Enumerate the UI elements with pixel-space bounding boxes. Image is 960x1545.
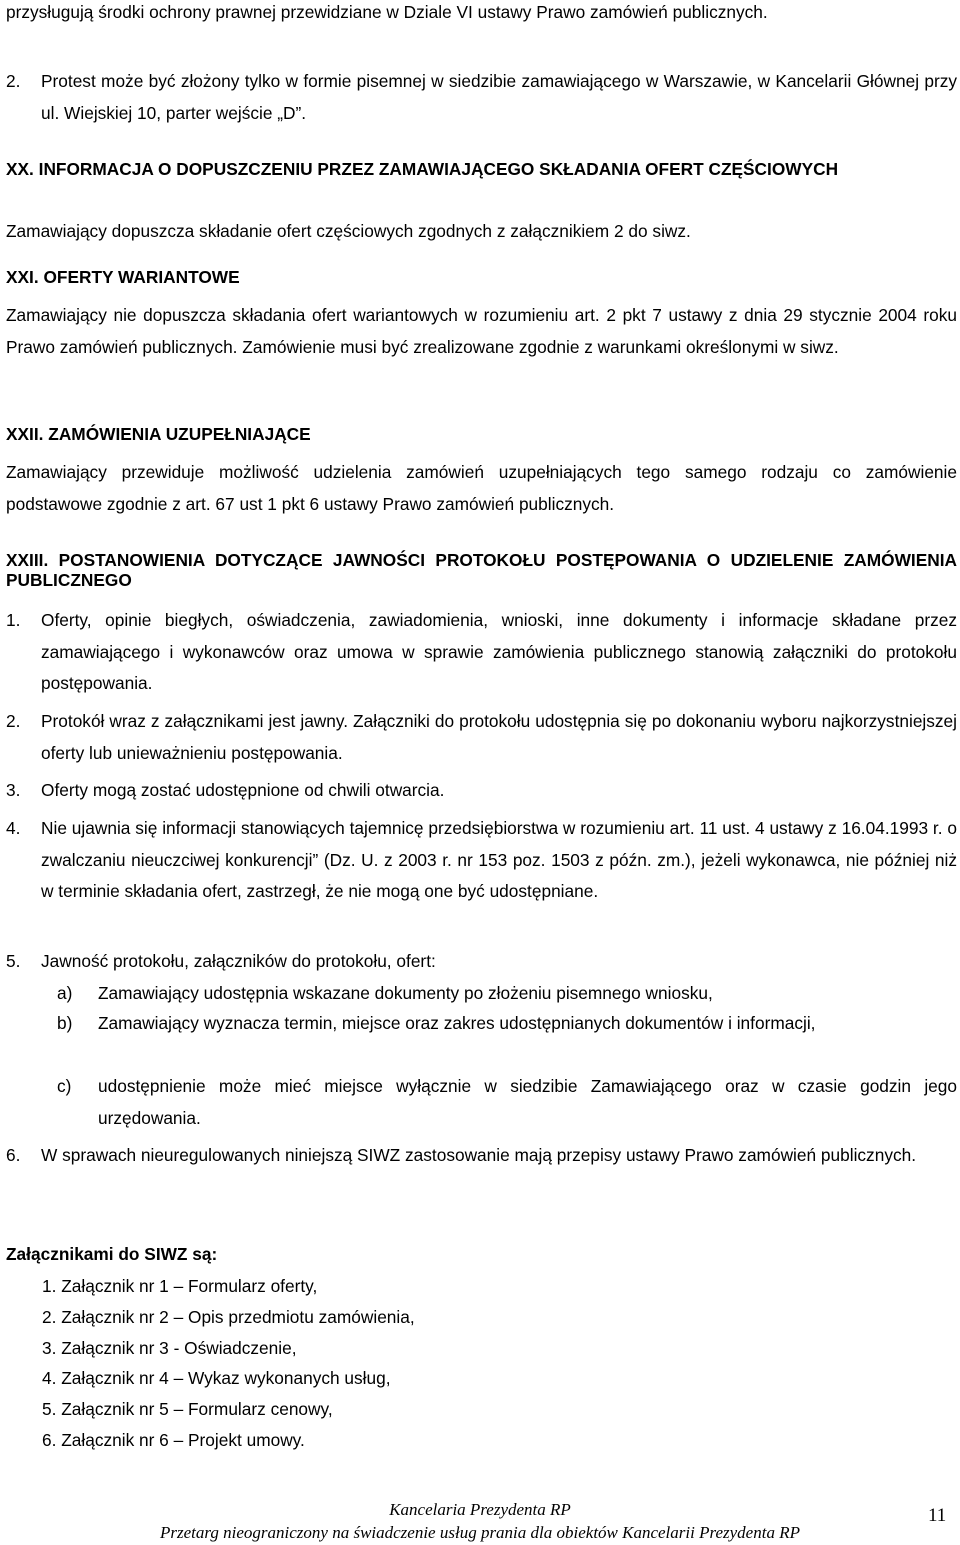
footer-organization: Kancelaria Prezydenta RP [389,1500,571,1519]
subitem-letter: b) [57,1013,73,1033]
attachment-item: 5. Załącznik nr 5 – Formularz cenowy, [42,1399,333,1419]
section-xxi-text: Zamawiający nie dopuszcza składania ofert wariantowych w rozumieniu art. 2 pkt 7 ustawy z dnia 29 stycznie 2004 roku Prawo zamówień publicznych. Zamówienie musi być zrealizowane zgodnie z warunkami określonymi w siwz. [6,305,957,357]
section-xxii-heading: XXII. ZAMÓWIENIA UZUPEŁNIAJĄCE [6,424,311,444]
intro-paragraph: przysługują środki ochrony prawnej przewidziane w Dziale VI ustawy Prawo zamówień publicznych. [6,2,768,22]
section-xxiii-item [6,775,957,807]
section-xxiii-subitem [57,1008,957,1040]
section-xxiii-subitem [57,1071,957,1134]
attachment-item: 2. Załącznik nr 2 – Opis przedmiotu zamówienia, [42,1307,415,1327]
subitem-text: udostępnienie może mieć miejsce wyłącznie w siedzibie Zamawiającego oraz w czasie godzin jego urzędowania. [98,1076,957,1128]
item-number: 5. [6,951,21,971]
item-number: 6. [6,1145,21,1165]
intro-item-2-text: Protest może być złożony tylko w formie pisemnej w siedzibie zamawiającego w Warszawie, w Kancelarii Głównej przy ul. Wiejskiej 10, parter wejście „D”. [41,71,957,123]
footer-tender-title: Przetarg nieograniczony na świadczenie usług prania dla obiektów Kancelarii Prezydenta RP [160,1523,800,1542]
item-number: 3. [6,780,21,800]
intro-item-2-number: 2. [6,71,21,91]
item-text: Protokół wraz z załącznikami jest jawny. Załączniki do protokołu udostępnia się po dokonaniu wyboru najkorzystniejszej oferty lub unieważnieniu postępowania. [41,711,957,763]
section-xxiii-item [6,605,957,700]
item-text: Oferty, opinie biegłych, oświadczenia, zawiadomienia, wnioski, inne dokumenty i informacje składane przez zamawiającego i wykonawców oraz umowa w sprawie zamówienia publicznego stanowią załączniki do protokołu postępowania. [41,610,957,693]
section-xxiii-item [6,946,957,978]
attachment-item: 4. Załącznik nr 4 – Wykaz wykonanych usług, [42,1368,391,1388]
attachment-item: 3. Załącznik nr 3 - Oświadczenie, [42,1338,297,1358]
item-text: Jawność protokołu, załączników do protokołu, ofert: [41,951,436,971]
subitem-text: Zamawiający udostępnia wskazane dokumenty po złożeniu pisemnego wniosku, [98,983,713,1003]
item-text: W sprawach nieuregulowanych niniejszą SIWZ zastosowanie mają przepisy ustawy Prawo zamówień publicznych. [41,1145,917,1165]
subitem-text: Zamawiający wyznacza termin, miejsce oraz zakres udostępnianych dokumentów i informacji, [98,1013,816,1033]
item-number: 1. [6,610,21,630]
item-number: 4. [6,818,21,838]
item-number: 2. [6,711,21,731]
item-text: Nie ujawnia się informacji stanowiących tajemnicę przedsiębiorstwa w rozumieniu art. 11 ust. 4 ustawy z 16.04.1993 r. o zwalczaniu nieuczciwej konkurencji” (Dz. U. z 2003 r. nr 153 poz. 1503 z późn. zm.), jeżeli wykonawca, nie później niż w terminie składania ofert, zastrzegł, że nie mogą one być udostępniane. [41,818,957,901]
attachment-item: 6. Załącznik nr 6 – Projekt umowy. [42,1430,305,1450]
section-xxi-heading: XXI. OFERTY WARIANTOWE [6,267,240,287]
section-xxiii-item [6,1140,957,1172]
section-xx-text: Zamawiający dopuszcza składanie ofert częściowych zgodnych z załącznikiem 2 do siwz. [6,221,691,241]
item-text: Oferty mogą zostać udostępnione od chwili otwarcia. [41,780,445,800]
section-xxiii-item [6,813,957,908]
section-xxiii-item [6,706,957,769]
attachments-title: Załącznikami do SIWZ są: [6,1244,218,1264]
intro-item-2 [6,66,957,129]
subitem-letter: a) [57,983,73,1003]
attachment-item: 1. Załącznik nr 1 – Formularz oferty, [42,1276,318,1296]
section-xxiii-heading: XXIII. POSTANOWIENIA DOTYCZĄCE JAWNOŚCI PROTOKOŁU POSTĘPOWANIA O UDZIELENIE ZAMÓWIENIA PUBLICZNEGO [6,550,957,590]
section-xxiii-subitem [57,978,957,1010]
section-xxii-text: Zamawiający przewiduje możliwość udzielenia zamówień uzupełniających tego samego rodzaju co zamówienie podstawowe zgodnie z art. 67 ust 1 pkt 6 ustawy Prawo zamówień publicznych. [6,462,957,514]
subitem-letter: c) [57,1076,72,1096]
page-number: 11 [928,1505,947,1526]
section-xx-heading: XX. INFORMACJA O DOPUSZCZENIU PRZEZ ZAMAWIAJĄCEGO SKŁADANIA OFERT CZĘŚCIOWYCH [6,159,839,179]
